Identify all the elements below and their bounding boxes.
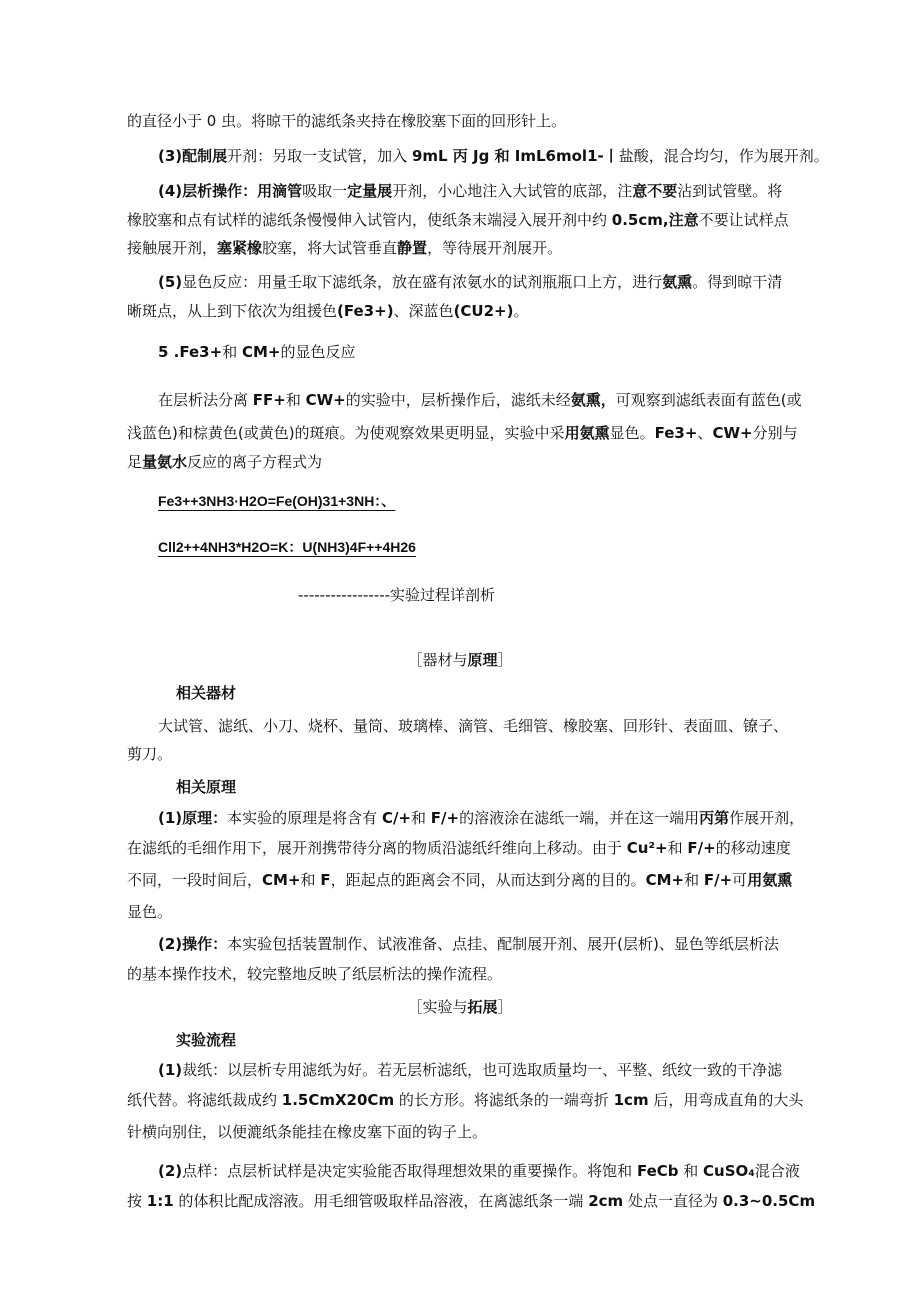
text-segment: 用氨熏 xyxy=(564,424,610,442)
text-segment: 在滤纸的毛细作用下，展开剂携带待分离的物质沿滤纸纤维向上移动。由于 xyxy=(127,839,627,857)
text-line-17 xyxy=(158,716,788,736)
text-line-31 xyxy=(158,1161,800,1181)
text-segment: 9mL 丙 Jg 和 ImL6mol1-丨 xyxy=(411,147,619,165)
bracket: ［器材与 xyxy=(407,651,468,669)
text-segment: F xyxy=(320,871,331,889)
text-line-21 xyxy=(127,838,791,858)
text-segment: 处点一直径为 xyxy=(623,1192,723,1210)
text-line-24 xyxy=(158,934,779,954)
text-segment: 2cm xyxy=(588,1192,624,1210)
text-segment: 本实验的原理是将含有 xyxy=(227,809,382,827)
text-segment: ，等待展开剂展开。 xyxy=(427,239,563,257)
text-segment: 5 .Fe3+ xyxy=(158,343,223,361)
text-line-32 xyxy=(127,1191,815,1211)
text-segment: 显色。 xyxy=(127,903,173,921)
text-line-7 xyxy=(127,301,528,321)
text-segment: F/+ xyxy=(430,809,460,827)
text-segment: 的实验中，层析操作后，滤纸未经 xyxy=(345,391,571,409)
text-segment: 和 xyxy=(285,391,306,409)
text-segment: Cu²+ xyxy=(626,839,668,857)
text-segment: F/+ xyxy=(687,839,716,857)
text-segment: 剪刀。 xyxy=(127,745,173,763)
subheading-principles xyxy=(176,777,236,797)
text-segment: 和 xyxy=(300,871,321,889)
text-segment: 吸取一 xyxy=(302,182,348,200)
text-line-1 xyxy=(127,111,566,131)
equation-copper xyxy=(158,537,416,557)
text-line-30 xyxy=(127,1122,487,1142)
text-line-25 xyxy=(127,964,502,984)
text-segment: 和 xyxy=(678,1162,704,1180)
text-segment: 1cm xyxy=(613,1091,649,1109)
section-title-experiment xyxy=(0,997,920,1017)
bracket: ］ xyxy=(497,651,513,669)
text-segment: (2)操作： xyxy=(158,935,228,953)
step-number: (2) xyxy=(158,1162,183,1180)
text-segment: 针横向别住，以便漉纸条能挂在橡皮塞下面的钩子上。 xyxy=(127,1123,488,1141)
text-segment: 按 xyxy=(127,1192,147,1210)
text-segment: 塞紧橡 xyxy=(217,239,263,257)
text-segment: 氨熏 xyxy=(662,273,693,291)
text-segment: CW+ xyxy=(712,424,753,442)
bracket: ［实验与 xyxy=(407,998,468,1016)
text-line-11 xyxy=(127,452,322,472)
text-segment: 1:1 xyxy=(146,1192,174,1210)
text-segment: 晰斑点，从上到下依次为组援色 xyxy=(127,302,338,320)
text-segment: CM+ xyxy=(262,871,301,889)
section-heading-5 xyxy=(158,342,356,362)
text-segment: 纸代替。将滤纸裁成约 xyxy=(127,1091,282,1109)
text-segment: 点样：点层析试样是决定实验能否取得理想效果的重要操作。将饱和 xyxy=(182,1162,637,1180)
text-segment: 和 xyxy=(411,809,431,827)
section-title-materials xyxy=(0,650,920,670)
text-segment: 可 xyxy=(732,871,748,889)
text-segment: -----------------实验过程详剖析 xyxy=(298,586,496,604)
text-segment: 的长方形。将滤纸条的一端弯折 xyxy=(394,1091,614,1109)
text-line-3 xyxy=(158,181,782,201)
text-segment: 量氨水 xyxy=(142,453,188,471)
text-segment: 。得到晾干清 xyxy=(692,273,783,291)
subheading-procedure xyxy=(176,1030,236,1050)
step-number: (1) xyxy=(158,1061,183,1079)
text-segment: F/+ xyxy=(703,871,733,889)
text-segment: 丙第 xyxy=(699,809,730,827)
text-segment: 。 xyxy=(513,302,529,320)
text-segment: 混合液 xyxy=(754,1162,800,1180)
text-segment: 可观察到滤纸表面有蓝色(或 xyxy=(615,391,802,409)
text-line-28 xyxy=(158,1060,782,1080)
text-segment: 本实验包括装置制作、试液准备、点挂、配制展开剂、展开(层析)、显色等纸层析法 xyxy=(227,935,779,953)
text-line-5 xyxy=(127,238,562,258)
text-line-9 xyxy=(158,390,802,410)
text-segment: 0.3~0.5Cm xyxy=(722,1192,816,1210)
text-segment: 开剂，小心地注入大试管的底部，注 xyxy=(392,182,633,200)
text-segment: 盐酸，混合均匀，作为展开剂。 xyxy=(618,147,829,165)
text-segment: 分别与 xyxy=(752,424,798,442)
subheading-materials xyxy=(176,683,236,703)
text-segment: 橡胶塞和点有试样的滤纸条慢慢伸入试管内，使纸条末端浸入展开剂中约 xyxy=(127,211,612,229)
text-line-6 xyxy=(158,272,782,292)
text-segment: 、深蓝色 xyxy=(393,302,454,320)
text-line-4 xyxy=(127,210,789,230)
text-segment: Fe3+ xyxy=(654,424,698,442)
text-segment: 相关原理 xyxy=(176,778,237,796)
text-segment: 浅蓝色)和棕黄色(或黄色)的斑痕。为使观察效果更明显，实验中采 xyxy=(127,424,565,442)
text-segment: 和 xyxy=(667,839,688,857)
text-segment: 接触展开剂， xyxy=(127,239,218,257)
text-segment: 足 xyxy=(127,453,143,471)
text-segment: CW+ xyxy=(305,391,346,409)
text-segment: 的溶液涂在滤纸一端，并在这一端用 xyxy=(459,809,700,827)
text-line-22 xyxy=(127,870,792,890)
text-segment: 和 xyxy=(222,343,242,361)
text-segment: 实验流程 xyxy=(176,1031,237,1049)
text-segment: 1.5CmX20Cm xyxy=(281,1091,395,1109)
text-segment: 的移动速度 xyxy=(715,839,791,857)
text-segment: 相关器材 xyxy=(176,684,237,702)
text-segment: C/+ xyxy=(381,809,411,827)
text-segment: 用氨熏 xyxy=(747,871,793,889)
text-segment: (Fe3+) xyxy=(337,302,394,320)
text-segment: CM+ xyxy=(241,343,281,361)
text-line-18 xyxy=(127,744,172,764)
text-segment: 后，用弯成直角的大头 xyxy=(648,1091,804,1109)
text-segment: 氨熏， xyxy=(570,391,616,409)
text-segment: 和 xyxy=(684,871,704,889)
text-segment: CM+ xyxy=(645,871,685,889)
text-segment: 不要让试样点 xyxy=(698,211,789,229)
text-segment: 在层析法分离 xyxy=(158,391,253,409)
text-segment: FF+ xyxy=(252,391,286,409)
divider-title xyxy=(298,585,495,605)
text-segment: 的显色反应 xyxy=(280,343,356,361)
text-segment: (CU2+) xyxy=(453,302,514,320)
text-segment: FeCb xyxy=(636,1162,679,1180)
text-segment: 显色反应：用量壬取下滤纸条，放在盛有浓氨水的试剂瓶瓶口上方，进行 xyxy=(182,273,663,291)
text-segment: 不同，一段时间后， xyxy=(127,871,263,889)
text-segment: (4)层析操作：用滴管 xyxy=(158,182,303,200)
equation-text: Cll2++4NH3*H2O=K：U(NH3)4F++4H26 xyxy=(158,539,416,555)
text-segment: 配制展 xyxy=(182,147,228,165)
text-segment: 定量展 xyxy=(347,182,393,200)
text-segment: 作展开剂， xyxy=(729,809,805,827)
text-segment: 、 xyxy=(697,424,713,442)
text-line-20 xyxy=(158,808,804,828)
text-segment: 0.5cm,注意 xyxy=(611,211,699,229)
text-segment: 静置 xyxy=(397,239,428,257)
bracket: ］ xyxy=(497,998,513,1016)
text-segment: 意不要 xyxy=(632,182,678,200)
text-segment: 裁纸：以层析专用滤纸为好。若无层析滤纸，也可选取质量均一、平整、纸纹一致的干净滤 xyxy=(182,1061,783,1079)
text-segment: 开剂：另取一支试管，加入 xyxy=(227,147,412,165)
text-segment: 沾到试管壁。将 xyxy=(677,182,783,200)
text-segment: 胶塞，将大试管垂直 xyxy=(262,239,398,257)
text-line-2 xyxy=(158,146,829,166)
step-number: (5) xyxy=(158,273,183,291)
equation-text: Fe3++3NH3·H2O=Fe(OH)31+3NH：、 xyxy=(158,493,396,509)
text-segment: 原理 xyxy=(467,651,498,669)
text-segment: 反应的离子方程式为 xyxy=(187,453,323,471)
text-segment: 拓展 xyxy=(467,998,498,1016)
equation-iron xyxy=(158,491,395,511)
text-line-23 xyxy=(127,902,172,922)
text-segment: (1)原理： xyxy=(158,809,228,827)
text-segment: ，距起点的距离会不同，从而达到分离的目的。 xyxy=(330,871,646,889)
text-line-10 xyxy=(127,423,798,443)
text-segment: CuSO₄ xyxy=(703,1162,755,1180)
step-number: (3) xyxy=(158,147,183,165)
text-segment: 的体积比配成溶液。用毛细管吸取样品溶液，在离滤纸条一端 xyxy=(173,1192,589,1210)
text-segment: 的直径小于 0 虫。将晾干的滤纸条夹持在橡胶塞下面的回形针上。 xyxy=(127,112,567,130)
text-segment: 显色。 xyxy=(609,424,655,442)
text-segment: 的基本操作技术，较完整地反映了纸层析法的操作流程。 xyxy=(127,965,503,983)
text-line-29 xyxy=(127,1090,803,1110)
text-segment: 大试管、滤纸、小刀、烧杯、量筒、玻璃棒、滴管、毛细管、橡胶塞、回形针、表面皿、镣子、 xyxy=(158,717,789,735)
